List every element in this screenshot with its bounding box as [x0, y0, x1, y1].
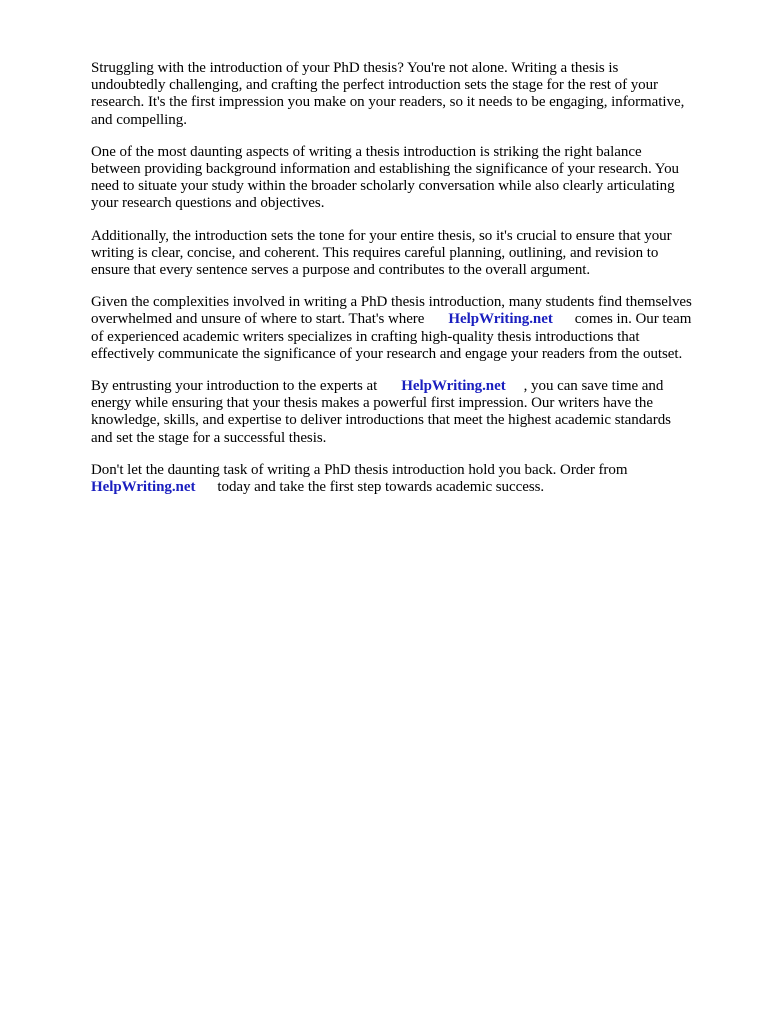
text-line: Struggling with the introduction of your PhD thesis? You're not alone. Writing a thesis is	[91, 60, 619, 76]
text-line: Don't let the daunting task of writing a PhD thesis introduction hold you back. Order from	[91, 461, 628, 478]
text-segment: By entrusting your introduction to the experts at	[91, 378, 378, 395]
text-line: need to situate your study within the broader scholarly conversation while also clearly articulating	[91, 178, 675, 195]
text-segment: , you can save time and	[523, 378, 664, 395]
paragraph-daunting-aspects	[91, 144, 718, 213]
paragraph-tone	[91, 228, 718, 280]
helpwriting-link[interactable]: HelpWriting.net	[448, 311, 553, 328]
paragraph-intro	[91, 60, 718, 129]
text-line: of experienced academic writers specializes in crafting high-quality thesis introductions that	[91, 328, 640, 345]
text-line: undoubtedly challenging, and crafting the perfect introduction sets the stage for the rest of your	[91, 77, 659, 94]
text-line: your research questions and objectives.	[91, 195, 325, 212]
text-line: ensure that every sentence serves a purpose and contributes to the overall argument.	[91, 262, 591, 279]
text-line: knowledge, skills, and expertise to deliver introductions that meet the highest academic standards	[91, 412, 671, 429]
text-line: and set the stage for a successful thesis.	[91, 429, 327, 446]
text-line	[91, 378, 718, 395]
text-line: writing is clear, concise, and coherent. This requires careful planning, outlining, and revision to	[91, 244, 659, 261]
text-line	[91, 311, 718, 328]
paragraph-call-to-action	[91, 462, 718, 496]
text-line: energy while ensuring that your thesis makes a powerful first impression. Our writers have the	[91, 395, 653, 412]
text-segment: overwhelmed and unsure of where to start. That's where	[91, 311, 425, 328]
text-line: research. It's the first impression you make on your readers, so it needs to be engaging, informative,	[91, 94, 685, 111]
text-line: effectively communicate the significance of your research and engage your readers from the outset.	[91, 345, 683, 362]
text-segment: today and take the first step towards academic success.	[217, 479, 545, 496]
helpwriting-link[interactable]: HelpWriting.net	[401, 378, 506, 395]
text-segment: comes in. Our team	[574, 311, 692, 328]
helpwriting-link[interactable]: HelpWriting.net	[91, 479, 196, 496]
text-line: One of the most daunting aspects of writing a thesis introduction is striking the right balance	[91, 143, 642, 160]
text-line	[91, 479, 718, 496]
text-line: Given the complexities involved in writing a PhD thesis introduction, many students find themselves	[91, 294, 692, 311]
paragraph-complexities	[91, 294, 718, 363]
text-line: and compelling.	[91, 111, 187, 128]
paragraph-entrusting	[91, 378, 718, 447]
text-line: Additionally, the introduction sets the tone for your entire thesis, so it's crucial to ensure that your	[91, 227, 672, 244]
text-line: between providing background information and establishing the significance of your research. You	[91, 161, 679, 178]
